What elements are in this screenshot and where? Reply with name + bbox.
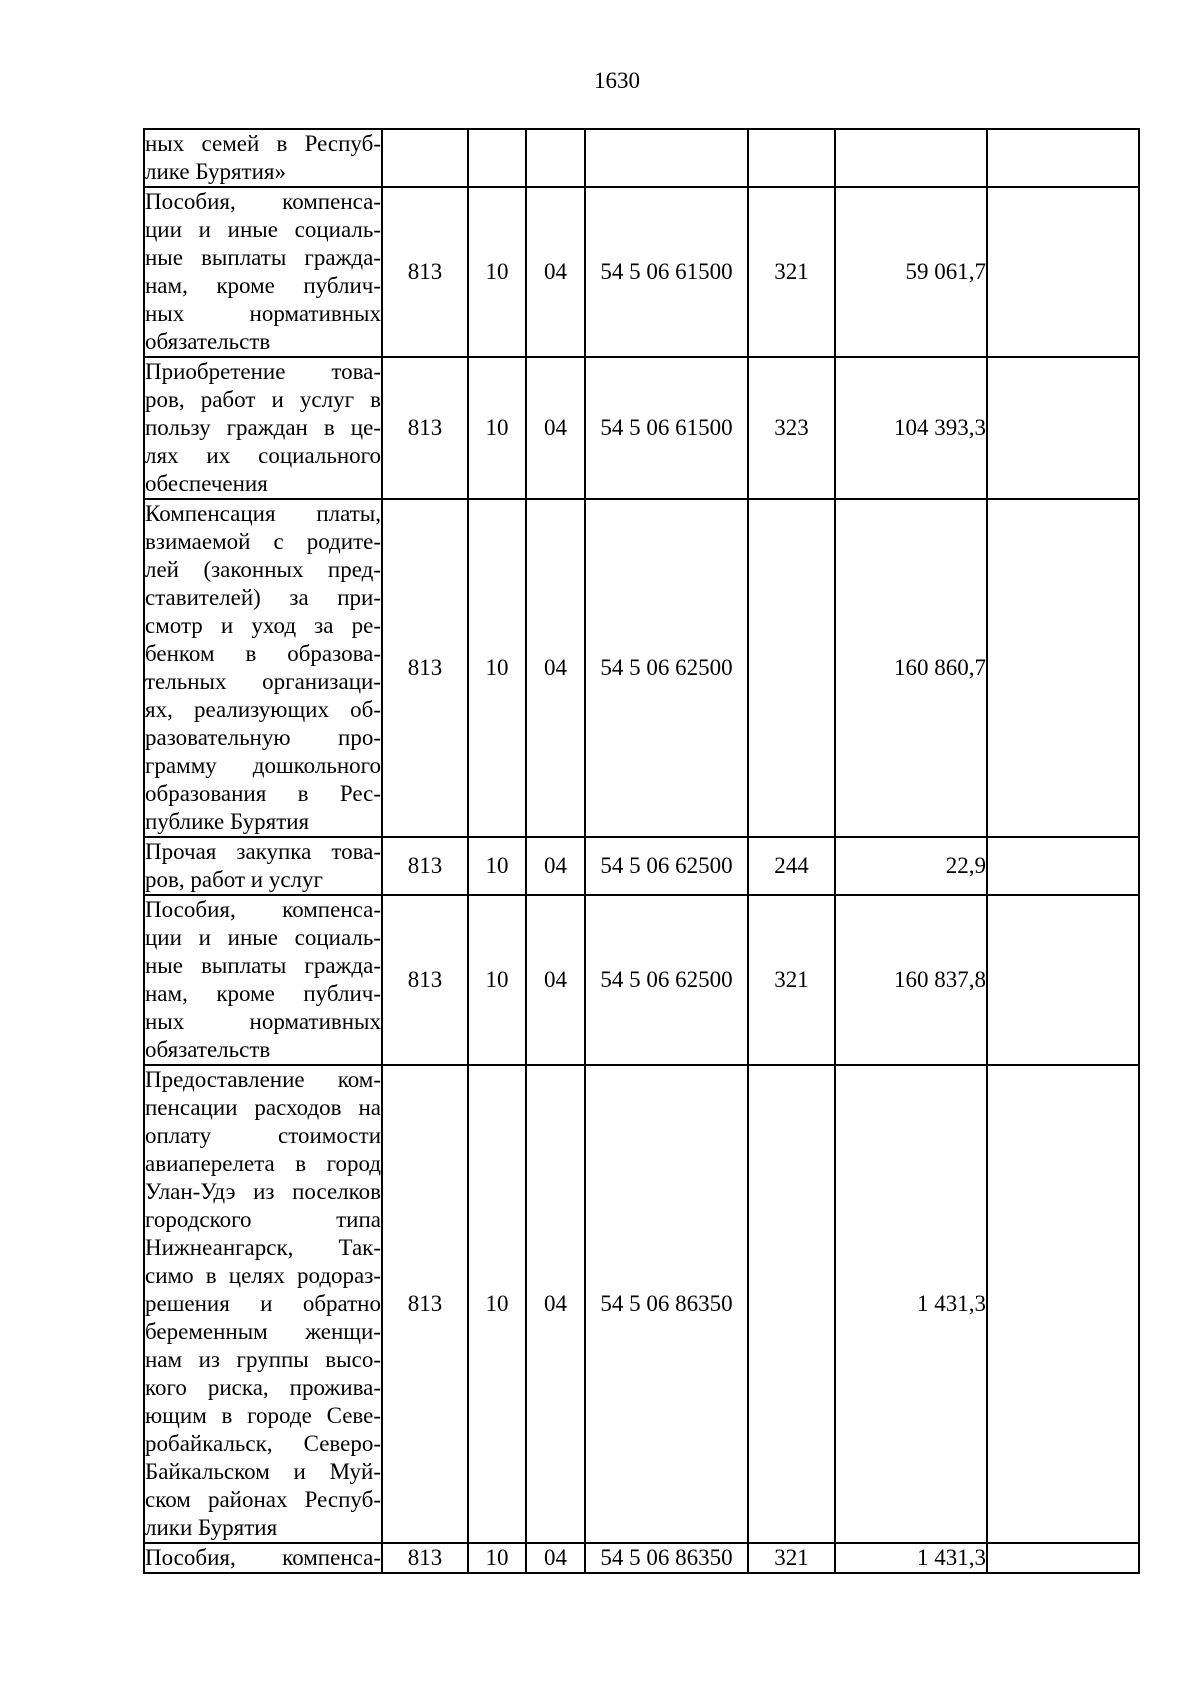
expense-name-line: лики Бурятия [145,1515,278,1540]
expense-name-line: публике Бурятия [145,809,310,834]
expense-name-line: ных нормативных [145,301,381,326]
expense-name-line: нам из группы высо- [145,1347,381,1372]
expense-type-cell [748,1065,835,1543]
expense-name-line: Пособия, компенса- [145,189,381,214]
table-row [144,187,1139,357]
subsection-code-cell: 04 [526,1543,585,1573]
extra-cell [987,357,1139,499]
table-row [144,837,1139,895]
expense-name-line: образования в Рес- [145,781,381,806]
expense-type-cell: 244 [748,837,835,895]
grbs-code-cell: 813 [382,1543,468,1573]
table-body [144,129,1139,1573]
expense-name-line: городского типа [145,1207,381,1232]
expense-name-line: взимаемой с родите- [145,529,381,554]
subsection-code-cell: 04 [526,187,585,357]
table-row [144,1065,1139,1543]
section-code-cell: 10 [468,1543,526,1573]
amount-cell [835,129,987,187]
extra-cell [987,129,1139,187]
target-article-cell: 54 5 06 86350 [585,1065,748,1543]
expense-name-line: ных нормативных [145,1009,381,1034]
subsection-code-cell: 04 [526,357,585,499]
grbs-code-cell: 813 [382,1065,468,1543]
expense-name-line: пользу граждан в це- [145,415,381,440]
subsection-code-cell: 04 [526,895,585,1065]
expense-name-line: ные выплаты гражда- [145,245,381,270]
expense-name-line: ях, реализующих об- [145,697,381,722]
target-article-cell: 54 5 06 86350 [585,1543,748,1573]
target-article-cell: 54 5 06 62500 [585,499,748,837]
expense-name-line: авиаперелета в город [145,1151,381,1176]
expense-name-line: лях их социального [145,443,381,468]
amount-cell: 1 431,3 [835,1543,987,1573]
expense-name-line: ров, работ и услуг [145,867,323,892]
grbs-code-cell: 813 [382,499,468,837]
amount-cell: 160 837,8 [835,895,987,1065]
amount-cell: 104 393,3 [835,357,987,499]
grbs-code-cell: 813 [382,187,468,357]
expense-name-line: тельных организаци- [145,669,381,694]
extra-cell [987,895,1139,1065]
amount-cell: 22,9 [835,837,987,895]
section-code-cell: 10 [468,1065,526,1543]
grbs-code-cell: 813 [382,357,468,499]
section-code-cell: 10 [468,187,526,357]
expense-name-line: разовательную про- [145,725,381,750]
expense-name-line: нам, кроме публич- [145,981,381,1006]
table-row [144,129,1139,187]
expense-type-cell: 323 [748,357,835,499]
expense-name-line: смотр и уход за ре- [145,613,381,638]
expense-name-line: беременным женщи- [145,1319,381,1344]
expense-name-line: обеспечения [145,471,268,496]
expense-name-line: ставителей) за при- [145,585,381,610]
expense-name-line: ции и иные социаль- [145,925,381,950]
expense-name-cell [144,837,382,895]
expense-name-line: лей (законных пред- [145,557,381,582]
budget-table [143,128,1140,1574]
subsection-code-cell [526,129,585,187]
table-row [144,895,1139,1065]
expense-name-line: ных семей в Респуб- [145,131,381,156]
expense-name-cell [144,1065,382,1543]
table-row [144,357,1139,499]
grbs-code-cell [382,129,468,187]
amount-cell: 160 860,7 [835,499,987,837]
expense-name-line: Байкальском и Муй- [145,1459,381,1484]
grbs-code-cell: 813 [382,895,468,1065]
section-code-cell: 10 [468,837,526,895]
expense-name-line: ющим в городе Севе- [145,1403,381,1428]
expense-name-line: Пособия, компенса- [145,1545,381,1570]
table-row [144,499,1139,837]
extra-cell [987,1065,1139,1543]
expense-name-line: робайкальск, Северо- [145,1431,381,1456]
expense-name-line: ции и иные социаль- [145,217,381,242]
extra-cell [987,187,1139,357]
expense-name-line: ском районах Респуб- [145,1487,381,1512]
target-article-cell [585,129,748,187]
expense-name-line: Пособия, компенса- [145,897,381,922]
grbs-code-cell: 813 [382,837,468,895]
section-code-cell: 10 [468,895,526,1065]
expense-name-line: нам, кроме публич- [145,273,381,298]
expense-name-cell [144,187,382,357]
section-code-cell [468,129,526,187]
target-article-cell: 54 5 06 61500 [585,357,748,499]
expense-name-cell [144,357,382,499]
section-code-cell: 10 [468,357,526,499]
target-article-cell: 54 5 06 62500 [585,895,748,1065]
expense-type-cell: 321 [748,1543,835,1573]
expense-name-cell [144,129,382,187]
expense-name-cell [144,499,382,837]
expense-name-line: ров, работ и услуг в [145,387,381,412]
target-article-cell: 54 5 06 62500 [585,837,748,895]
expense-type-cell [748,499,835,837]
expense-name-line: пенсации расходов на [145,1095,381,1120]
expense-name-line: Улан-Удэ из поселков [145,1179,381,1204]
extra-cell [987,499,1139,837]
expense-name-line: оплату стоимости [145,1123,381,1148]
expense-name-line: обязательств [145,1037,271,1062]
amount-cell: 59 061,7 [835,187,987,357]
expense-type-cell: 321 [748,187,835,357]
table-row [144,1543,1139,1573]
extra-cell [987,1543,1139,1573]
expense-type-cell: 321 [748,895,835,1065]
expense-name-line: Прочая закупка това- [145,839,381,864]
expense-name-line: бенком в образова- [145,641,381,666]
subsection-code-cell: 04 [526,1065,585,1543]
expense-name-line: Предоставление ком- [145,1067,381,1092]
section-code-cell: 10 [468,499,526,837]
target-article-cell: 54 5 06 61500 [585,187,748,357]
expense-name-line: Нижнеангарск, Так- [145,1235,381,1260]
expense-name-line: Компенсация платы, [145,501,381,526]
expense-name-cell [144,895,382,1065]
extra-cell [987,837,1139,895]
expense-name-line: решения и обратно [145,1291,381,1316]
amount-cell: 1 431,3 [835,1065,987,1543]
expense-name-line: лике Бурятия» [145,159,286,184]
expense-type-cell [748,129,835,187]
subsection-code-cell: 04 [526,499,585,837]
expense-name-line: обязательств [145,329,271,354]
expense-name-line: ные выплаты гражда- [145,953,381,978]
expense-name-line: грамму дошкольного [145,753,381,778]
expense-name-line: симо в целях родораз- [145,1263,381,1288]
expense-name-line: Приобретение това- [145,359,381,384]
expense-name-line: кого риска, прожива- [145,1375,381,1400]
page-number: 1630 [594,68,640,93]
subsection-code-cell: 04 [526,837,585,895]
expense-name-cell [144,1543,382,1573]
